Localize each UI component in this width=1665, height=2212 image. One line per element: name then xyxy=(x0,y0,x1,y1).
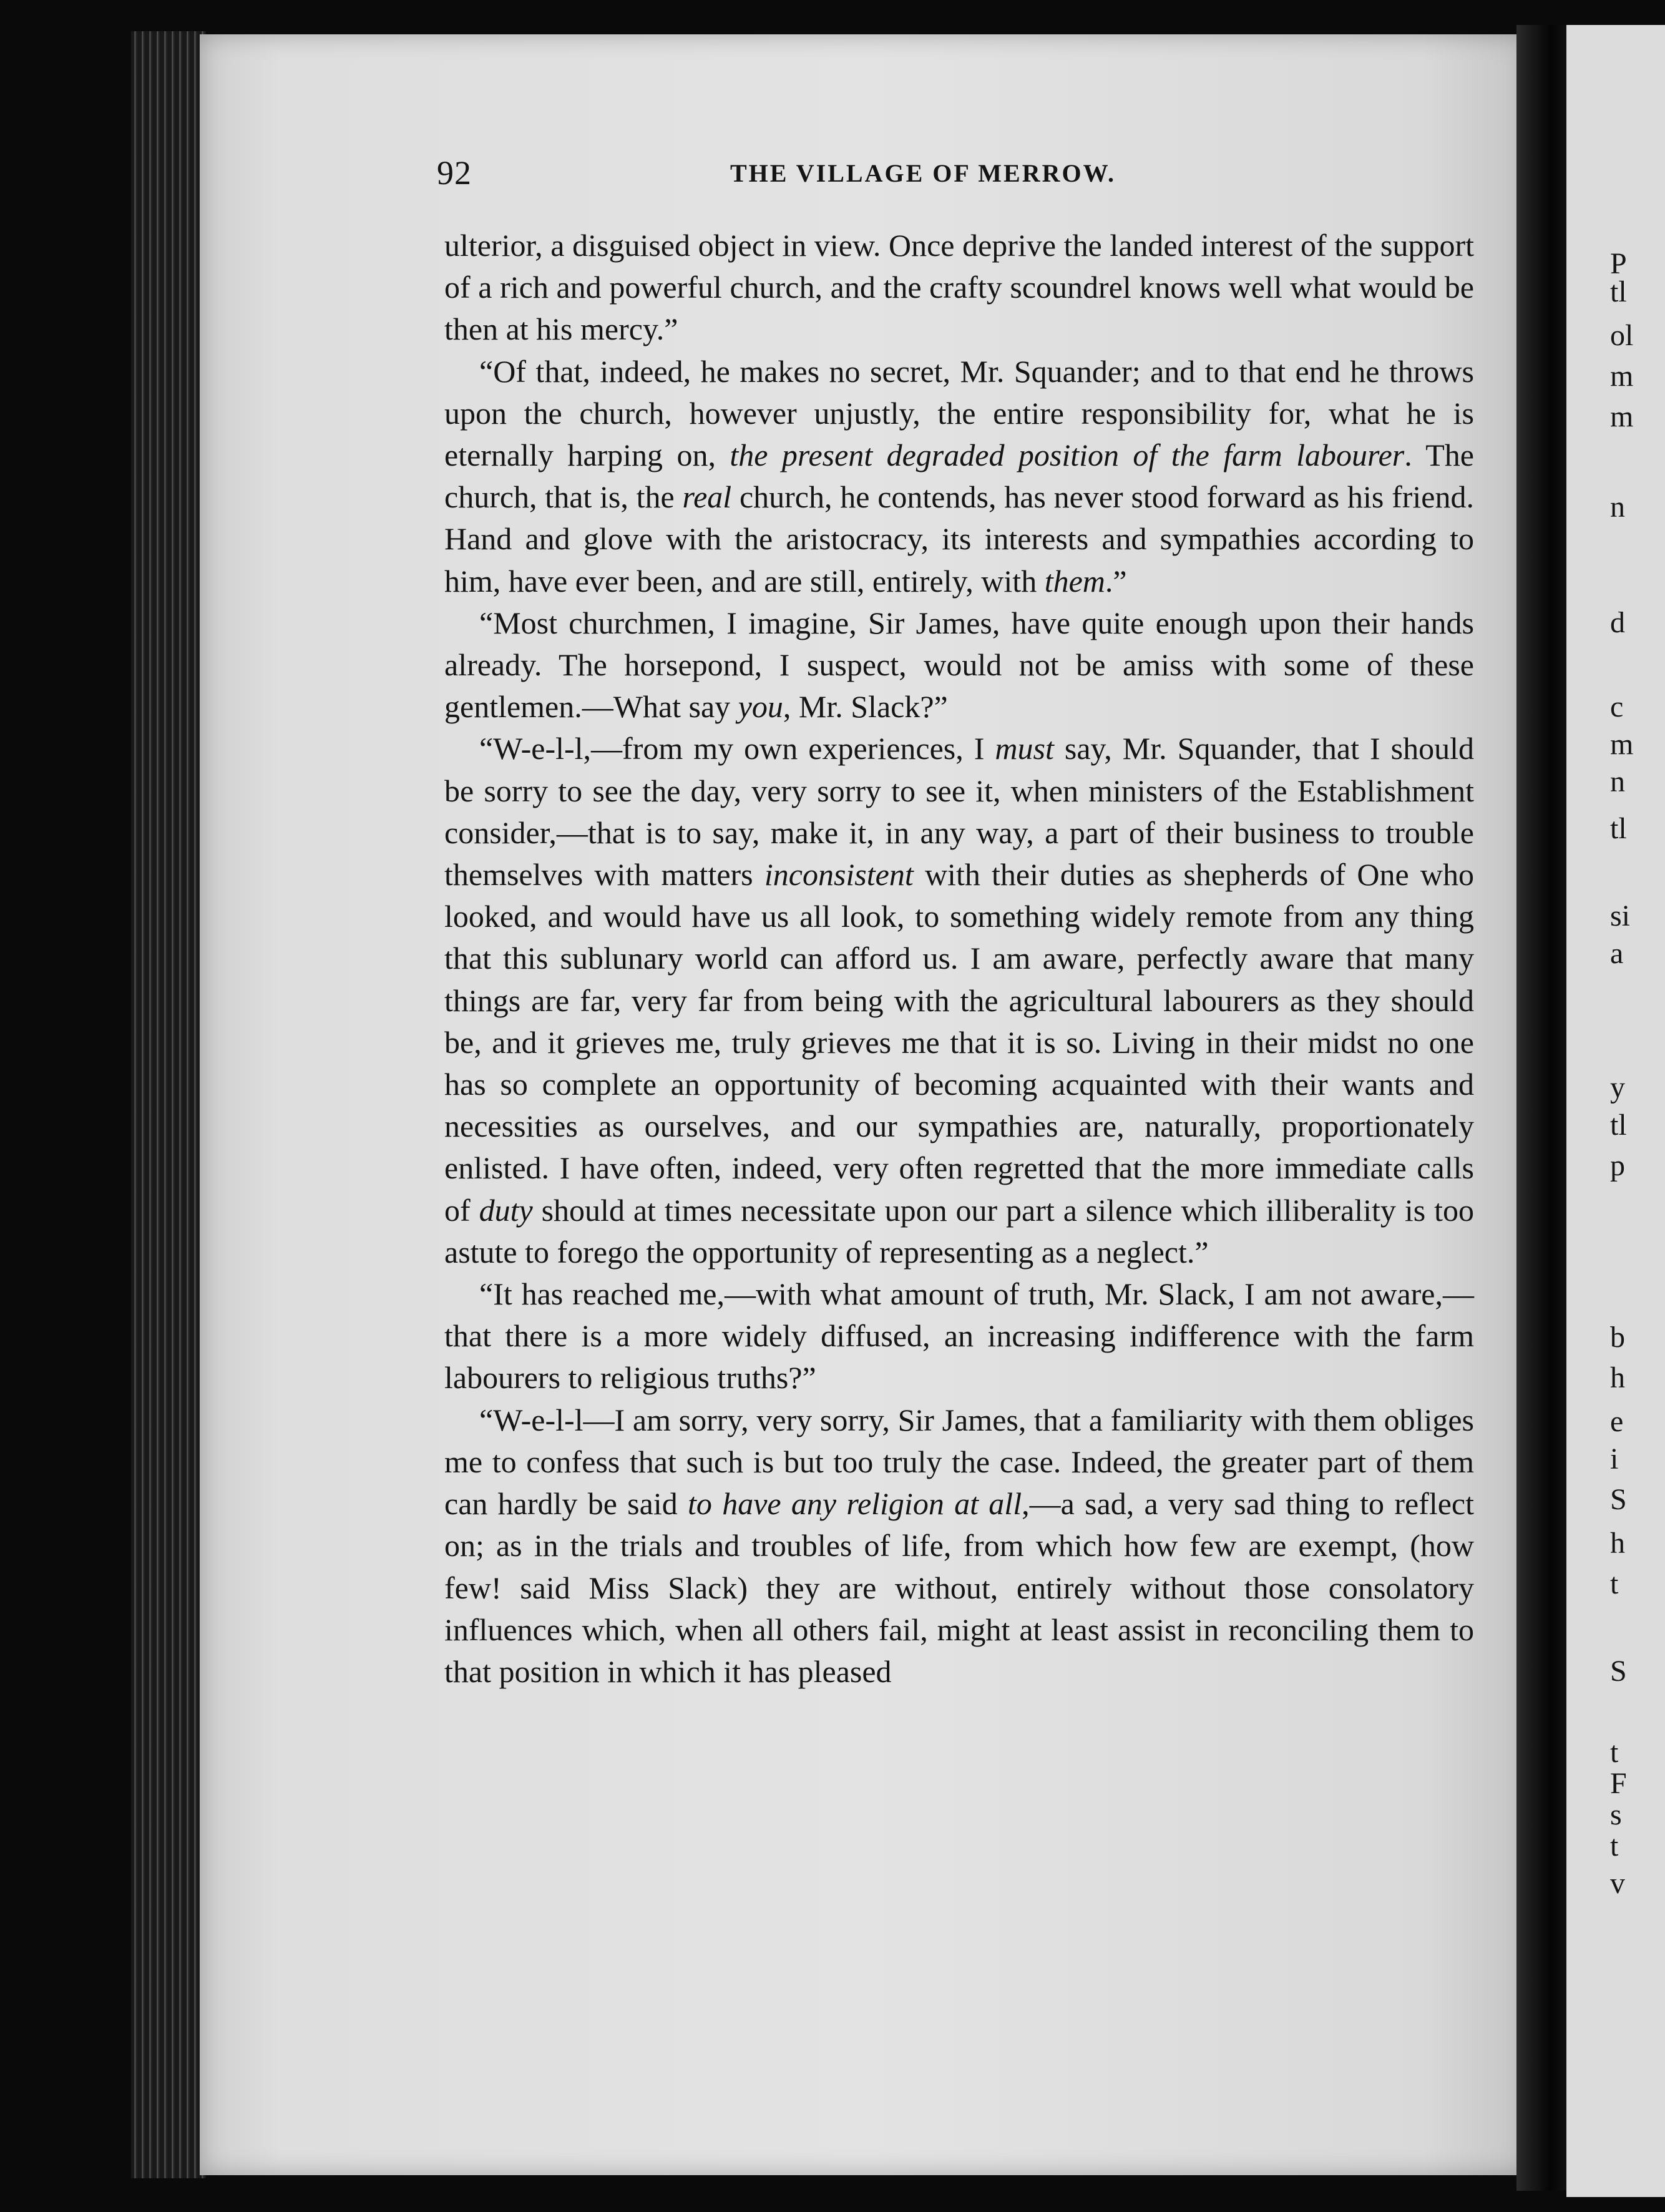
paragraph-p2 xyxy=(444,351,1474,602)
italic-text-run: you xyxy=(738,689,783,725)
facing-page-fragment: t xyxy=(1610,1736,1619,1769)
text-run: “It has reached me,—with what amount of truth, Mr. Slack, I am not aware,—that there is a more widely diffused, an increasing indifference with the farm labourers to religious truths?” xyxy=(444,1276,1474,1396)
text-run: . The church, that is, the xyxy=(444,438,1474,515)
facing-page-fragment: a xyxy=(1610,937,1624,970)
facing-page-text-fragments xyxy=(1610,0,1665,2212)
facing-page-fragment: si xyxy=(1610,899,1631,932)
facing-page-fragment: n xyxy=(1610,765,1625,798)
italic-text-run: to have any religion at all xyxy=(688,1486,1022,1522)
book-fore-edge xyxy=(131,31,206,2178)
text-run: ulterior, a disguised object in view. Once deprive the landed interest of the support of a rich and powerful church, and the crafty scoundrel knows well what would be then at his mercy.” xyxy=(444,228,1474,347)
facing-page-fragment: b xyxy=(1610,1321,1625,1354)
text-run: “W-e-l-l,—from my own experiences, I xyxy=(479,731,995,766)
page-body-text xyxy=(444,225,1474,1693)
facing-page-fragment: d xyxy=(1610,606,1625,639)
text-run: should at times necessitate upon our part a silence which illiberality is too astute to forego the opportunity of representing as a neglect.” xyxy=(444,1192,1475,1270)
facing-page-fragment: t xyxy=(1610,1567,1619,1600)
paragraph-p4 xyxy=(444,728,1474,1273)
text-run: with their duties as shepherds of One who looked, and would have us all look, to something widely remote from any thing that this sublunary world can afford us. I am aware, perfectly aware that many things are far, very far from being with the agricultural labourers as they should be, and it grieves me, truly grieves me that it is so. Living in their midst no one has so complete an opportunity of becoming acquainted with their wants and necessities as ourselves, and our sympathies are, naturally, proportionately enlisted. I have often, indeed, very often regretted that the more immediate calls of xyxy=(444,857,1474,1228)
running-title: THE VILLAGE OF MERROW. xyxy=(730,159,1116,187)
page-header xyxy=(437,154,1485,203)
paragraph-p1 xyxy=(444,225,1474,351)
italic-text-run: inconsistent xyxy=(764,857,914,893)
text-run: , Mr. Slack?” xyxy=(783,689,948,725)
facing-page-fragment: y xyxy=(1610,1071,1625,1104)
facing-page-fragment: tl xyxy=(1610,275,1627,308)
facing-page-fragment: m xyxy=(1610,728,1634,761)
text-run: “Of that, indeed, he makes no secret, Mr. Squander; and to that end he throws upon the church, however unjustly, the entire responsibility for, what he is eternally harping on, xyxy=(444,353,1474,473)
facing-page-fragment: c xyxy=(1610,690,1624,723)
paragraph-p5 xyxy=(444,1273,1474,1399)
italic-text-run: duty xyxy=(479,1192,533,1228)
text-run: “Most churchmen, I imagine, Sir James, have quite enough upon their hands already. The horsepond, I suspect, would not be amiss with some of these gentlemen.—What say xyxy=(444,605,1474,725)
facing-page-fragment: t xyxy=(1610,1829,1619,1862)
paragraph-p6 xyxy=(444,1399,1474,1693)
facing-page-fragment: S xyxy=(1610,1655,1627,1688)
facing-page-fragment: p xyxy=(1610,1149,1625,1182)
italic-text-run: real xyxy=(682,479,732,515)
facing-page-fragment: P xyxy=(1610,247,1627,280)
text-run: ,—a sad, a very sad thing to reflect on; as in the trials and troubles of life, from which how few are exempt, (how few! said Miss Slack) they are without, entirely without those consolatory influences which, when all others fail, might at least assist in reconciling them to that position in which it has pleased xyxy=(444,1486,1474,1689)
facing-page-fragment: s xyxy=(1610,1798,1622,1831)
facing-page-fragment: F xyxy=(1610,1767,1627,1800)
italic-text-run: must xyxy=(995,731,1054,766)
page-number: 92 xyxy=(437,154,472,192)
book-gutter xyxy=(1516,25,1573,2191)
text-run: “W-e-l-l—I am sorry, very sorry, Sir James, that a familiarity with them obliges me to confess that such is but too truly the case. Indeed, the greater part of them can hardly be said xyxy=(444,1402,1474,1522)
text-run: church, he contends, has never stood forward as his friend. Hand and glove with the aristocracy, its interests and sympathies according to him, have ever been, and are still, entirely, with xyxy=(444,479,1474,599)
facing-page-fragment: tl xyxy=(1610,1108,1627,1142)
facing-page-fragment: h xyxy=(1610,1527,1625,1560)
text-run: .” xyxy=(1105,563,1127,599)
facing-page-fragment: m xyxy=(1610,360,1634,393)
italic-text-run: the present degraded position of the farm labourer xyxy=(730,438,1405,473)
text-run: say, Mr. Squander, that I should be sorry to see the day, very sorry to see it, when ministers of the Establishment consider,—that is to say, make it, in any way, a part of their business to trouble themselves with matters xyxy=(444,731,1474,893)
facing-page-fragment: e xyxy=(1610,1405,1624,1438)
facing-page-fragment: m xyxy=(1610,400,1634,433)
facing-page-fragment: n xyxy=(1610,491,1625,524)
facing-page-fragment: h xyxy=(1610,1361,1625,1394)
facing-page-fragment: tl xyxy=(1610,812,1627,845)
facing-page-fragment: S xyxy=(1610,1483,1627,1516)
paragraph-p3 xyxy=(444,602,1474,728)
facing-page-fragment: v xyxy=(1610,1867,1625,1900)
italic-text-run: them xyxy=(1044,563,1105,599)
facing-page-fragment: ol xyxy=(1610,319,1634,352)
facing-page-fragment: i xyxy=(1610,1442,1619,1475)
